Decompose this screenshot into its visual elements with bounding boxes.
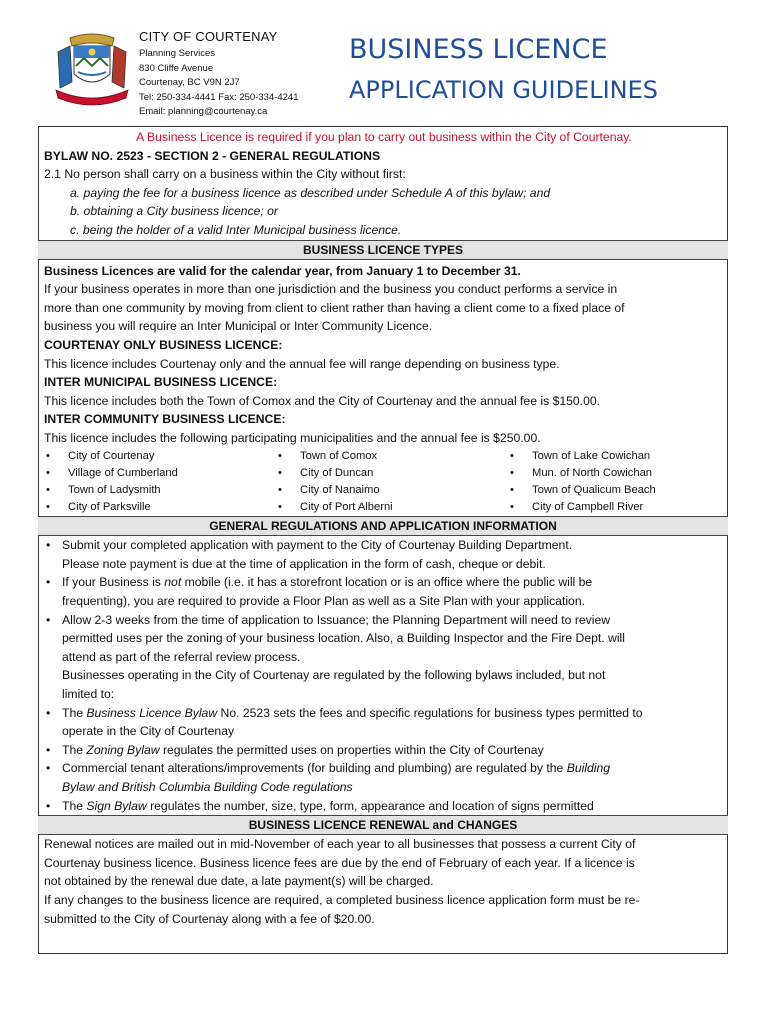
list-item: • Commercial tenant alterations/improvements (for building and plumbing) are regulated by the Building Bylaw and British Columbia Building Code regulations xyxy=(46,761,611,794)
list-item: • Mun. of North Cowichan xyxy=(510,466,653,479)
bylaw-item-b: b. obtaining a City business licence; or xyxy=(70,204,278,219)
bullet-text: permitted uses per the zoning of your business location. Also, a Building Inspector and the Fire Dept. will xyxy=(62,631,625,646)
validity-statement: Business Licences are valid for the calendar year, from January 1 to December 31. xyxy=(44,263,521,278)
jurisdiction-para-line-1: If your business operates in more than one jurisdiction and the business you conduct performs a service in xyxy=(44,282,618,297)
list-item: • City of Parksville xyxy=(46,501,151,514)
bylaw-item-c: c. being the holder of a valid Inter Municipal business licence. xyxy=(70,222,402,237)
renewal-line-2: Courtenay business licence. Business licence fees are due by the end of February of each year. If a licence is xyxy=(44,855,635,870)
content-body xyxy=(44,128,724,928)
renewal-line-3: not obtained by the renewal due date, a late payment(s) will be charged. xyxy=(44,874,434,889)
list-item: • Village of Cumberland xyxy=(46,466,178,479)
document-title xyxy=(349,30,658,110)
city-name: CITY OF COURTENAY xyxy=(139,29,278,44)
bullet-text: attend as part of the referral review process. xyxy=(62,649,301,664)
list-item: • If your Business is not mobile (i.e. it has a storefront location or is an office where the public will be frequenting), you are required to provide a Floor Plan as well as a Site Plan with your application. xyxy=(44,573,724,610)
bullet-text: Bylaw and British Columbia Building Code regulations xyxy=(62,779,353,794)
inter-community-heading: INTER COMMUNITY BUSINESS LICENCE: xyxy=(44,412,286,427)
bylaw-clause: 2.1 No person shall carry on a business within the City without first: xyxy=(44,167,406,182)
courtenay-only-heading: COURTENAY ONLY BUSINESS LICENCE: xyxy=(44,337,283,352)
page-header xyxy=(0,0,770,125)
address-line-2: Courtenay, BC V9N 2J7 xyxy=(139,77,240,89)
renewal-line-5: submitted to the City of Courtenay along with a fee of $20.00. xyxy=(44,911,375,926)
municipality-list xyxy=(44,448,724,517)
bullet-text: frequenting), you are required to provide a Floor Plan as well as a Site Plan with your application. xyxy=(62,594,585,609)
list-item: • City of Courtenay xyxy=(46,449,155,462)
city-contact-block xyxy=(139,27,299,120)
list-item: • City of Nanaimo xyxy=(278,483,380,496)
inter-municipal-text: This licence includes both the Town of Comox and the City of Courtenay and the annual fee is $150.00. xyxy=(44,393,601,408)
section-renewal: BUSINESS LICENCE RENEWAL and CHANGES xyxy=(38,815,728,835)
list-item: • Submit your completed application with payment to the City of Courtenay Building Department. Please note payment is due at the time of application in the form of cash, cheque or debit. xyxy=(44,536,724,573)
list-item: • City of Port Alberni xyxy=(278,501,393,514)
list-item: • Town of Comox xyxy=(278,449,378,462)
jurisdiction-para-line-2: more than one community by moving from client to client rather than having a client come to a fixed place of xyxy=(44,300,625,315)
bylaw-heading: BYLAW NO. 2523 - SECTION 2 - GENERAL REGULATIONS xyxy=(44,148,381,163)
title-line-1: BUSINESS LICENCE xyxy=(349,34,608,65)
list-item: • Town of Ladysmith xyxy=(46,483,161,496)
section-licence-types: BUSINESS LICENCE TYPES xyxy=(38,240,728,260)
email-address[interactable]: Email: planning@courtenay.ca xyxy=(139,106,268,118)
list-item: • Town of Lake Cowichan xyxy=(510,449,651,462)
bullet-text: limited to: xyxy=(62,687,115,701)
list-item: • City of Campbell River xyxy=(510,501,644,514)
list-item: • Allow 2-3 weeks from the time of application to Issuance; the Planning Department will need to review permitted uses per the zoning of your business location. Also, a Building Inspector and the Fire Dept. will attend as part of the referral review process. Businesses operating in the City of Courtenay are regulated by the following bylaws included, but not limited to: xyxy=(44,611,724,704)
renewal-line-4: If any changes to the business licence are required, a completed business licence application form must be re- xyxy=(44,892,640,907)
bullet-text: Businesses operating in the City of Courtenay are regulated by the following bylaws included, but not xyxy=(62,668,606,683)
bullet-text: Allow 2-3 weeks from the time of application to Issuance; the Planning Department will need to review xyxy=(62,612,611,627)
jurisdiction-para-line-3: business you will require an Inter Municipal or Inter Community Licence. xyxy=(44,319,433,334)
title-line-2: APPLICATION GUIDELINES xyxy=(349,76,659,104)
address-line-1: 830 Cliffe Avenue xyxy=(139,62,214,74)
bullet-text: operate in the City of Courtenay xyxy=(62,724,235,739)
list-item: • The Business Licence Bylaw No. 2523 sets the fees and specific regulations for business types permitted to operate in the City of Courtenay xyxy=(44,704,724,741)
section-general-regulations: GENERAL REGULATIONS AND APPLICATION INFORMATION xyxy=(38,516,728,536)
list-item: • The Zoning Bylaw regulates the permitted uses on properties within the City of Courtenay xyxy=(46,742,544,757)
department-name: Planning Services xyxy=(139,48,216,59)
phone-fax: Tel: 250-334-4441 Fax: 250-334-4241 xyxy=(139,91,299,103)
inter-municipal-heading: INTER MUNICIPAL BUSINESS LICENCE: xyxy=(44,375,278,390)
bullet-text: Please note payment is due at the time of application in the form of cash, cheque or debit. xyxy=(62,556,546,571)
list-item: • The Sign Bylaw regulates the number, size, type, form, appearance and location of signs permitted xyxy=(46,798,594,813)
licence-required-notice: A Business Licence is required if you plan to carry out business within the City of Courtenay. xyxy=(136,130,632,144)
bylaw-item-a: a. paying the fee for a business licence as described under Schedule A of this bylaw; and xyxy=(70,185,551,200)
bullet-text: Submit your completed application with payment to the City of Courtenay Building Department. xyxy=(62,538,573,553)
courtenay-only-text: This licence includes Courtenay only and the annual fee will range depending on business type. xyxy=(44,356,560,371)
list-item: • Town of Qualicum Beach xyxy=(510,483,656,496)
inter-community-text: This licence includes the following participating municipalities and the annual fee is $250.00. xyxy=(44,430,541,445)
renewal-line-1: Renewal notices are mailed out in mid-November of each year to all businesses that possess a current City of xyxy=(44,837,636,852)
list-item: • City of Duncan xyxy=(278,466,374,479)
city-crest-icon xyxy=(50,32,134,110)
